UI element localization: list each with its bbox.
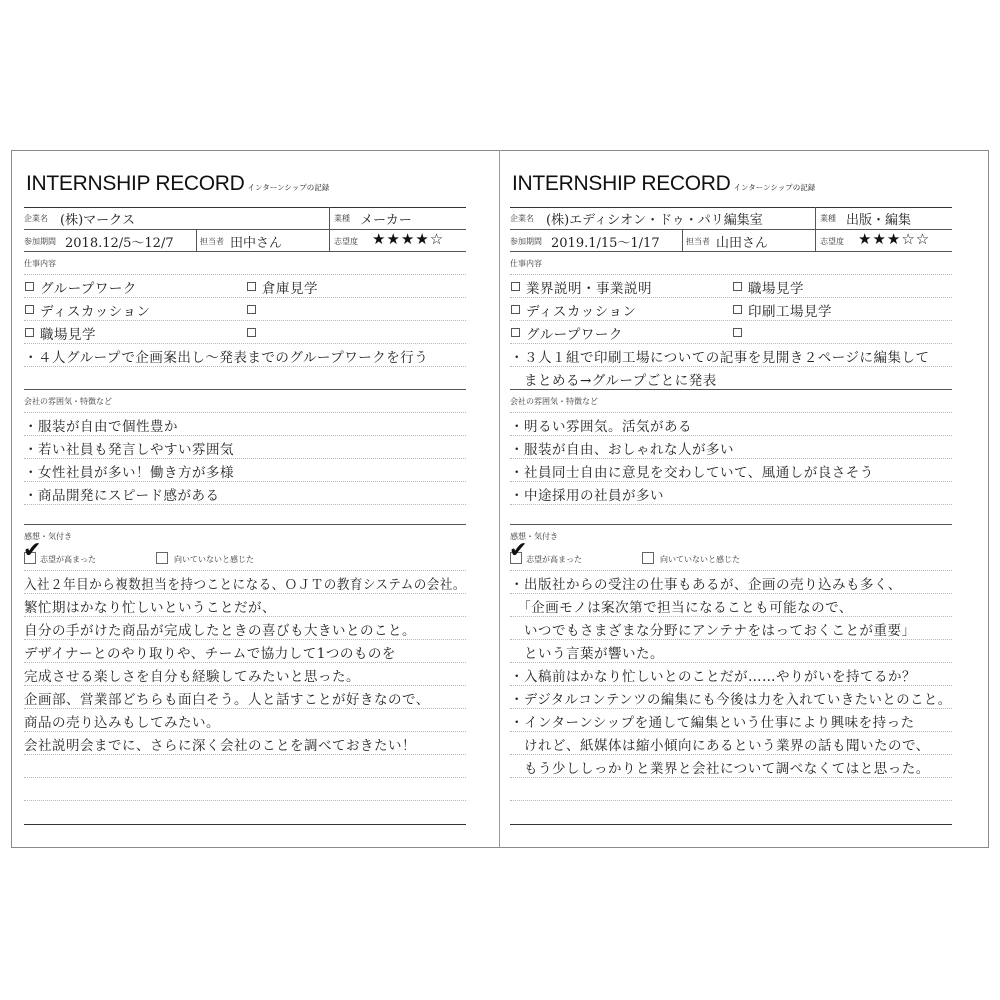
motivation-stars: ★★★☆☆ [858, 230, 931, 248]
task-item: 倉庫見学 [262, 281, 318, 297]
industry-label: 業種 [820, 214, 836, 223]
atmosphere-item: ・中途採用の社員が多い [510, 488, 664, 504]
task-checkbox[interactable] [25, 282, 34, 291]
atmosphere-item: ・服装が自由、おしゃれな人が多い [510, 442, 734, 458]
atmosphere-item: ・社員同士自由に意見を交わしていて、風通しが良さそう [510, 465, 874, 481]
work-note: ・３人１組で印刷工場についての記事を見開き２ページに編集して [510, 350, 930, 366]
page-subtitle: インターンシップの記録 [733, 183, 816, 192]
impressions-label: 感想・気付き [24, 532, 72, 541]
motivation-label: 志望度 [334, 237, 358, 246]
motivation-stars: ★★★★☆ [372, 230, 445, 248]
work-label: 仕事内容 [24, 259, 56, 268]
company-value: (株)エディシオン・ドゥ・パリ編集室 [546, 213, 763, 228]
period-label: 参加期間 [510, 237, 542, 246]
record-page-left [24, 150, 466, 848]
atmosphere-item: ・若い社員も発言しやすい雰囲気 [24, 442, 234, 458]
task-checkbox[interactable] [247, 328, 256, 337]
task-checkbox[interactable] [25, 305, 34, 314]
contact-label: 担当者 [200, 237, 224, 246]
task-checkbox[interactable] [733, 282, 742, 291]
not-suited-checkbox[interactable] [642, 552, 654, 564]
atmosphere-label: 会社の雰囲気・特徴など [510, 397, 598, 406]
task-item: グループワーク [526, 327, 623, 343]
not-suited-checkbox[interactable] [156, 552, 168, 564]
work-label: 仕事内容 [510, 259, 542, 268]
company-value: (株)マークス [60, 213, 136, 228]
check-label: 向いていないと感じた [174, 555, 254, 564]
page-subtitle: インターンシップの記録 [247, 183, 330, 192]
task-checkbox[interactable] [25, 328, 34, 337]
checkmark-icon: ✔ [509, 538, 528, 563]
task-checkbox[interactable] [247, 282, 256, 291]
impression-line: もう少ししっかりと業界と会社について調べなくてはと思った。 [510, 761, 930, 777]
page-title: INTERNSHIP RECORD インターンシップの記録 [26, 172, 330, 195]
impression-line: ・入稿前はかなり忙しいとのことだが……やりがいを持てるか？ [510, 669, 916, 685]
period-value: 2018.12/5～12/7 [65, 236, 174, 251]
impression-line: ・出版社からの受注の仕事もあるが、企画の売り込みも多く、 [510, 577, 902, 593]
industry-value: 出版・編集 [846, 213, 912, 228]
task-item: ディスカッション [40, 304, 151, 320]
page-fold [499, 150, 500, 848]
impression-line: いつでもさまざまな分野にアンテナをはっておくことが重要」 [510, 623, 916, 639]
task-item: 職場見学 [40, 327, 96, 343]
contact-value: 山田さん [716, 236, 769, 251]
impression-line: けれど、紙媒体は縮小傾向にあるという業界の話も聞いたので、 [510, 738, 930, 754]
impressions-label: 感想・気付き [510, 532, 558, 541]
impression-line: 企画部、営業部どちらも面白そう。人と話すことが好きなので、 [24, 692, 430, 708]
task-checkbox[interactable] [511, 328, 520, 337]
task-checkbox[interactable] [733, 328, 742, 337]
page-title: INTERNSHIP RECORD インターンシップの記録 [512, 172, 816, 195]
period-label: 参加期間 [24, 237, 56, 246]
task-item: グループワーク [40, 281, 137, 297]
atmosphere-item: ・明るい雰囲気。活気がある [510, 419, 692, 435]
check-label: 志望が高まった [526, 555, 582, 564]
motivation-label: 志望度 [820, 237, 844, 246]
check-label: 向いていないと感じた [660, 555, 740, 564]
impression-line: ・インターンシップを通して編集という仕事により興味を持った [510, 715, 915, 731]
impression-line: という言葉が響いた。 [510, 646, 664, 662]
task-checkbox[interactable] [733, 305, 742, 314]
impression-line: 繁忙期はかなり忙しいということだが、 [24, 600, 276, 616]
record-page-right [510, 150, 952, 848]
task-item: 職場見学 [748, 281, 804, 297]
task-item: 印刷工場見学 [748, 304, 832, 320]
company-label: 企業名 [510, 214, 534, 223]
impression-line: デザイナーとのやり取りや、チームで協力して1つのものを [24, 646, 396, 662]
checkmark-icon: ✔ [23, 538, 42, 563]
task-checkbox[interactable] [511, 305, 520, 314]
check-label: 志望が高まった [40, 555, 96, 564]
contact-value: 田中さん [230, 236, 283, 251]
task-checkbox[interactable] [511, 282, 520, 291]
period-value: 2019.1/15～1/17 [551, 236, 660, 251]
atmosphere-item: ・服装が自由で個性豊か [24, 419, 178, 435]
impression-line: 商品の売り込みもしてみたい。 [24, 715, 220, 731]
impression-line: 入社２年目から複数担当を持つことになる、ＯＪＴの教育システムの会社。 [24, 577, 466, 593]
industry-value: メーカー [360, 213, 412, 228]
atmosphere-item: ・女性社員が多い！働き方が多様 [24, 465, 234, 481]
impression-line: 会社説明会までに、さらに深く会社のことを調べておきたい！ [24, 738, 416, 754]
impression-line: 完成させる楽しさを自分も経験してみたいと思った。 [24, 669, 360, 685]
task-item: ディスカッション [526, 304, 637, 320]
task-checkbox[interactable] [247, 305, 256, 314]
company-label: 企業名 [24, 214, 48, 223]
impression-line: 「企画モノは案次第で担当になることも可能なので、 [510, 600, 853, 616]
contact-label: 担当者 [686, 237, 710, 246]
work-note: ・４人グループで企画案出し～発表までのグループワークを行う [24, 350, 429, 366]
task-item: 業界説明・事業説明 [526, 281, 652, 297]
impression-line: 自分の手がけた商品が完成したときの喜びも大きいとのこと。 [24, 623, 416, 639]
impression-line: ・デジタルコンテンツの編集にも今後は力を入れていきたいとのこと。 [510, 692, 952, 708]
industry-label: 業種 [334, 214, 350, 223]
atmosphere-label: 会社の雰囲気・特徴など [24, 397, 112, 406]
atmosphere-item: ・商品開発にスピード感がある [24, 488, 220, 504]
work-note: まとめる→グループごとに発表 [510, 373, 717, 389]
